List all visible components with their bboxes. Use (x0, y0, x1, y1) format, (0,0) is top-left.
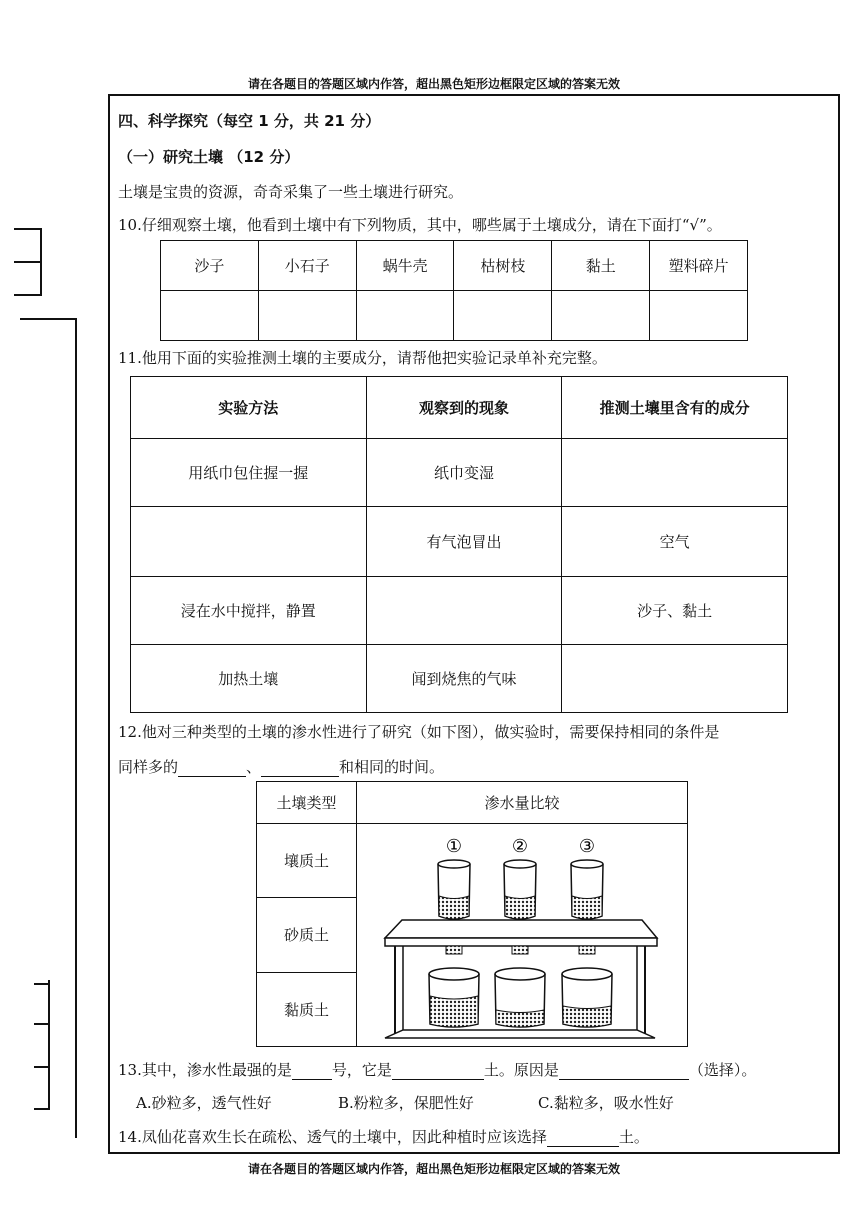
q14-line (118, 1126, 649, 1147)
q13-text-2: 号，它是 (331, 1061, 392, 1079)
q10-answer-cell[interactable] (552, 291, 650, 341)
q13-text-3: 土。原因是 (483, 1061, 559, 1079)
q12-table (256, 781, 688, 1047)
q12-line2 (118, 756, 444, 777)
lower-cup-1 (429, 968, 479, 1027)
section-title: 四、科学探究（每空 1 分，共 21 分） (118, 112, 381, 130)
binding-mark (14, 228, 42, 230)
soil-type-clay: 黏质土 (257, 972, 357, 1046)
q14-blank[interactable] (547, 1130, 619, 1147)
q10-item: 沙子 (161, 241, 259, 291)
q13-blank-soil[interactable] (392, 1063, 484, 1080)
q13-blank-reason[interactable] (559, 1063, 689, 1080)
q11-cell: 纸巾变湿 (366, 439, 562, 507)
binding-mark (14, 294, 42, 296)
binding-mark (34, 983, 50, 985)
q14-text-1: 14.凤仙花喜欢生长在疏松、透气的土壤中，因此种植时应该选择 (118, 1128, 547, 1146)
q10-answer-cell[interactable] (454, 291, 552, 341)
q11-text: 11.他用下面的实验推测土壤的主要成分，请帮他把实验记录单补充完整。 (118, 349, 607, 367)
q11-cell: 闻到烧焦的气味 (366, 645, 562, 713)
cup-label-1 (446, 836, 462, 857)
q11-cell: 空气 (562, 507, 788, 577)
q10-item: 枯树枝 (454, 241, 552, 291)
q10-table (160, 240, 748, 341)
q12-blank-2[interactable] (261, 760, 339, 777)
q13-line (118, 1059, 756, 1080)
q12-col-type: 土壤类型 (257, 782, 357, 824)
subsection-title: （一）研究土壤 （12 分） (118, 148, 300, 166)
q10-item: 塑料碎片 (650, 241, 748, 291)
svg-text:③: ③ (578, 836, 596, 857)
q10-text: 10.仔细观察土壤，他看到土壤中有下列物质，其中，哪些属于土壤成分，请在下面打“√”。 (118, 216, 722, 234)
q10-answer-cell[interactable] (161, 291, 259, 341)
q11-cell: 浸在水中搅拌，静置 (131, 577, 367, 645)
q10-answer-cell[interactable] (356, 291, 454, 341)
seepage-apparatus-illustration (357, 824, 687, 1046)
svg-text:①: ① (445, 836, 463, 857)
q13-option-b: B.粉粒多，保肥性好 (338, 1094, 474, 1112)
q10-item: 蜗牛壳 (356, 241, 454, 291)
q10-item: 小石子 (258, 241, 356, 291)
binding-mark (14, 261, 42, 263)
q10-answer-cell[interactable] (258, 291, 356, 341)
upper-cup-3 (571, 860, 603, 919)
upper-cup-1 (438, 860, 470, 919)
q11-answer-cell[interactable] (562, 439, 788, 507)
q12-text-b: 、 (246, 758, 262, 776)
q12-blank-1[interactable] (178, 760, 246, 777)
q12-text-a: 同样多的 (118, 758, 179, 776)
lower-cup-2 (495, 968, 545, 1027)
shelf-base (385, 1030, 655, 1038)
upper-shelf (385, 920, 657, 946)
soil-type-sandy: 砂质土 (257, 898, 357, 972)
cup-label-3 (579, 836, 595, 857)
q13-option-a: A.砂粒多，透气性好 (136, 1094, 272, 1112)
q12-line1: 12.他对三种类型的土壤的渗水性进行了研究（如下图），做实验时，需要保持相同的条件是 (118, 723, 720, 741)
q11-cell: 用纸巾包住握一握 (131, 439, 367, 507)
q11-answer-cell[interactable] (562, 645, 788, 713)
q12-text-c: 和相同的时间。 (339, 758, 445, 776)
q11-cell: 有气泡冒出 (366, 507, 562, 577)
q14-text-2: 土。 (618, 1128, 649, 1146)
intro-text: 土壤是宝贵的资源，奇奇采集了一些土壤进行研究。 (118, 183, 464, 201)
binding-mark (34, 1066, 50, 1068)
q11-header: 观察到的现象 (366, 377, 562, 439)
binding-mark (34, 1023, 50, 1025)
binding-mark (20, 318, 76, 320)
q12-col-compare: 渗水量比较 (357, 782, 688, 824)
binding-mark (48, 980, 50, 1110)
svg-text:②: ② (511, 836, 529, 857)
q10-item: 黏土 (552, 241, 650, 291)
q13-text-1: 13.其中，渗水性最强的是 (118, 1061, 292, 1079)
funnel-spouts (446, 946, 595, 954)
q11-table (130, 376, 788, 713)
q13-option-c: C.黏粒多，吸水性好 (538, 1094, 674, 1112)
header-note: 请在各题目的答题区域内作答，超出黑色矩形边框限定区域的答案无效 (247, 77, 620, 91)
lower-cup-3 (562, 968, 612, 1027)
q11-header: 推测土壤里含有的成分 (562, 377, 788, 439)
q11-answer-cell[interactable] (131, 507, 367, 577)
q11-cell: 加热土壤 (131, 645, 367, 713)
q10-answer-cell[interactable] (650, 291, 748, 341)
cup-label-2 (512, 836, 528, 857)
footer-note: 请在各题目的答题区域内作答，超出黑色矩形边框限定区域的答案无效 (247, 1162, 620, 1176)
q13-text-4: （选择）。 (688, 1061, 757, 1079)
soil-type-loam: 壤质土 (257, 824, 357, 898)
q11-answer-cell[interactable] (366, 577, 562, 645)
q13-blank-number[interactable] (292, 1063, 332, 1080)
seepage-apparatus-cell (357, 824, 688, 1047)
q11-header: 实验方法 (131, 377, 367, 439)
upper-cup-2 (504, 860, 536, 919)
binding-mark (75, 318, 77, 1138)
binding-mark (34, 1108, 50, 1110)
q11-cell: 沙子、黏土 (562, 577, 788, 645)
